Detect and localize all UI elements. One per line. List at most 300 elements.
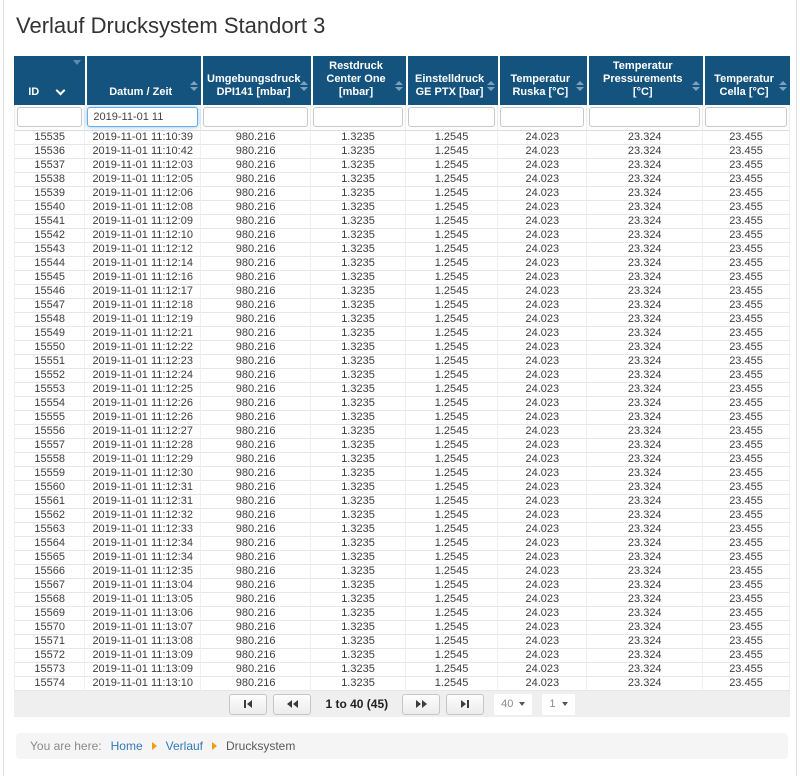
table-row[interactable] [14,355,790,369]
cell-restdruck_center_one: 1.3235 [311,285,406,299]
cell-temperatur_cella: 23.455 [703,159,790,173]
cell-restdruck_center_one: 1.3235 [311,467,406,481]
cell-datum_zeit: 2019-11-01 11:12:27 [85,425,201,439]
table-row[interactable] [14,257,790,271]
table-row[interactable] [14,299,790,313]
cell-einstelldruck_ge_ptx: 1.2545 [406,593,498,607]
breadcrumb-prefix: You are here: [30,739,102,753]
cell-temperatur_ruska: 24.023 [498,439,587,453]
cell-temperatur_cella: 23.455 [703,677,790,691]
cell-temperatur_ruska: 24.023 [498,369,587,383]
table-row[interactable] [14,383,790,397]
cell-temperatur_cella: 23.455 [703,327,790,341]
cell-temperatur_ruska: 24.023 [498,663,587,677]
cell-temperatur_cella: 23.455 [703,201,790,215]
cell-datum_zeit: 2019-11-01 11:10:42 [85,145,201,159]
cell-einstelldruck_ge_ptx: 1.2545 [406,537,498,551]
cell-umgebungsdruck_dpi141: 980.216 [201,215,311,229]
cell-restdruck_center_one: 1.3235 [311,131,406,145]
cell-datum_zeit: 2019-11-01 11:13:07 [85,621,201,635]
cell-restdruck_center_one: 1.3235 [311,635,406,649]
cell-einstelldruck_ge_ptx: 1.2545 [406,285,498,299]
cell-temperatur_pressurements: 23.324 [587,159,703,173]
cell-datum_zeit: 2019-11-01 11:12:23 [85,355,201,369]
table-row[interactable] [14,439,790,453]
cell-temperatur_ruska: 24.023 [498,495,587,509]
cell-temperatur_ruska: 24.023 [498,481,587,495]
cell-id: 15539 [14,187,85,201]
column-header-temperatur_cella[interactable] [703,56,790,105]
cell-umgebungsdruck_dpi141: 980.216 [201,467,311,481]
cell-temperatur_pressurements: 23.324 [587,383,703,397]
last-page-button[interactable] [446,694,484,715]
cell-temperatur_cella: 23.455 [703,467,790,481]
cell-temperatur_cella: 23.455 [703,439,790,453]
cell-temperatur_pressurements: 23.324 [587,271,703,285]
cell-id: 15543 [14,243,85,257]
cell-datum_zeit: 2019-11-01 11:12:12 [85,243,201,257]
cell-id: 15567 [14,579,85,593]
cell-restdruck_center_one: 1.3235 [311,355,406,369]
cell-einstelldruck_ge_ptx: 1.2545 [406,607,498,621]
cell-restdruck_center_one: 1.3235 [311,327,406,341]
cell-id: 15570 [14,621,85,635]
cell-id: 15553 [14,383,85,397]
cell-restdruck_center_one: 1.3235 [311,593,406,607]
cell-datum_zeit: 2019-11-01 11:12:35 [85,565,201,579]
next-page-button[interactable] [402,694,440,715]
table-row[interactable] [14,187,790,201]
table-row[interactable] [14,523,790,537]
cell-datum_zeit: 2019-11-01 11:13:05 [85,593,201,607]
cell-einstelldruck_ge_ptx: 1.2545 [406,467,498,481]
cell-id: 15571 [14,635,85,649]
table-row[interactable] [14,495,790,509]
column-header-datum_zeit[interactable] [85,56,201,105]
cell-temperatur_cella: 23.455 [703,481,790,495]
filter-input-temperatur_cella[interactable] [705,107,787,127]
cell-temperatur_pressurements: 23.324 [587,621,703,635]
cell-id: 15569 [14,607,85,621]
cell-datum_zeit: 2019-11-01 11:13:04 [85,579,201,593]
cell-temperatur_pressurements: 23.324 [587,593,703,607]
cell-einstelldruck_ge_ptx: 1.2545 [406,313,498,327]
cell-temperatur_pressurements: 23.324 [587,327,703,341]
cell-temperatur_ruska: 24.023 [498,537,587,551]
cell-datum_zeit: 2019-11-01 11:12:17 [85,285,201,299]
cell-temperatur_cella: 23.455 [703,425,790,439]
cell-id: 15549 [14,327,85,341]
cell-restdruck_center_one: 1.3235 [311,145,406,159]
breadcrumb-arrow-icon [152,742,157,750]
breadcrumb [16,733,788,759]
cell-restdruck_center_one: 1.3235 [311,495,406,509]
sort-icon [487,81,495,91]
cell-datum_zeit: 2019-11-01 11:12:34 [85,537,201,551]
cell-umgebungsdruck_dpi141: 980.216 [201,397,311,411]
cell-id: 15541 [14,215,85,229]
filter-input-restdruck_center_one[interactable] [313,107,403,127]
data-table [14,56,790,691]
cell-temperatur_pressurements: 23.324 [587,397,703,411]
cell-temperatur_ruska: 24.023 [498,257,587,271]
column-header-label: ID [28,86,40,98]
cell-temperatur_cella: 23.455 [703,551,790,565]
cell-restdruck_center_one: 1.3235 [311,299,406,313]
cell-restdruck_center_one: 1.3235 [311,649,406,663]
cell-temperatur_pressurements: 23.324 [587,411,703,425]
cell-id: 15560 [14,481,85,495]
cell-temperatur_ruska: 24.023 [498,509,587,523]
cell-umgebungsdruck_dpi141: 980.216 [201,635,311,649]
cell-umgebungsdruck_dpi141: 980.216 [201,579,311,593]
cell-datum_zeit: 2019-11-01 11:13:10 [85,677,201,691]
table-row[interactable] [14,453,790,467]
breadcrumb-link-verlauf[interactable]: Verlauf [165,739,203,753]
cell-einstelldruck_ge_ptx: 1.2545 [406,159,498,173]
table-row[interactable] [14,229,790,243]
column-header-label: Restdruck Center One [mbar] [326,60,386,98]
table-row[interactable] [14,537,790,551]
cell-temperatur_cella: 23.455 [703,649,790,663]
cell-temperatur_cella: 23.455 [703,271,790,285]
cell-datum_zeit: 2019-11-01 11:12:28 [85,439,201,453]
column-header-restdruck_center_one[interactable] [311,56,406,105]
cell-restdruck_center_one: 1.3235 [311,425,406,439]
cell-datum_zeit: 2019-11-01 11:12:09 [85,215,201,229]
cell-datum_zeit: 2019-11-01 11:12:33 [85,523,201,537]
cell-restdruck_center_one: 1.3235 [311,607,406,621]
cell-restdruck_center_one: 1.3235 [311,523,406,537]
column-header-label: Einstelldruck GE PTX [bar] [414,73,485,98]
cell-datum_zeit: 2019-11-01 11:12:03 [85,159,201,173]
table-row[interactable] [14,243,790,257]
cell-umgebungsdruck_dpi141: 980.216 [201,663,311,677]
cell-einstelldruck_ge_ptx: 1.2545 [406,411,498,425]
cell-temperatur_pressurements: 23.324 [587,509,703,523]
cell-id: 15562 [14,509,85,523]
cell-umgebungsdruck_dpi141: 980.216 [201,355,311,369]
cell-datum_zeit: 2019-11-01 11:12:18 [85,299,201,313]
table-row[interactable] [14,607,790,621]
cell-temperatur_ruska: 24.023 [498,327,587,341]
cell-umgebungsdruck_dpi141: 980.216 [201,173,311,187]
cell-temperatur_cella: 23.455 [703,411,790,425]
cell-temperatur_ruska: 24.023 [498,229,587,243]
cell-datum_zeit: 2019-11-01 11:13:09 [85,649,201,663]
cell-einstelldruck_ge_ptx: 1.2545 [406,551,498,565]
cell-temperatur_ruska: 24.023 [498,383,587,397]
table-row[interactable] [14,593,790,607]
table-row[interactable] [14,131,790,145]
cell-einstelldruck_ge_ptx: 1.2545 [406,523,498,537]
column-header-id[interactable] [14,56,85,105]
cell-temperatur_cella: 23.455 [703,299,790,313]
cell-temperatur_pressurements: 23.324 [587,313,703,327]
cell-temperatur_cella: 23.455 [703,565,790,579]
table-row[interactable] [14,467,790,481]
cell-temperatur_cella: 23.455 [703,187,790,201]
cell-datum_zeit: 2019-11-01 11:12:30 [85,467,201,481]
table-row[interactable] [14,285,790,299]
cell-einstelldruck_ge_ptx: 1.2545 [406,663,498,677]
filter-input-temperatur_ruska[interactable] [500,107,584,127]
column-header-einstelldruck_ge_ptx[interactable] [406,56,498,105]
cell-einstelldruck_ge_ptx: 1.2545 [406,355,498,369]
cell-temperatur_pressurements: 23.324 [587,425,703,439]
table-row[interactable] [14,481,790,495]
table-row[interactable] [14,145,790,159]
table-row[interactable] [14,621,790,635]
cell-temperatur_cella: 23.455 [703,145,790,159]
dropdown-caret-icon [562,702,568,706]
filter-input-id[interactable] [17,107,82,127]
table-header-row [14,56,790,105]
cell-datum_zeit: 2019-11-01 11:12:29 [85,453,201,467]
last-page-icon [461,700,466,708]
cell-restdruck_center_one: 1.3235 [311,271,406,285]
cell-temperatur_cella: 23.455 [703,593,790,607]
cell-umgebungsdruck_dpi141: 980.216 [201,621,311,635]
cell-temperatur_pressurements: 23.324 [587,677,703,691]
cell-restdruck_center_one: 1.3235 [311,159,406,173]
cell-temperatur_ruska: 24.023 [498,621,587,635]
cell-temperatur_pressurements: 23.324 [587,173,703,187]
table-row[interactable] [14,327,790,341]
cell-restdruck_center_one: 1.3235 [311,369,406,383]
cell-temperatur_ruska: 24.023 [498,299,587,313]
cell-temperatur_pressurements: 23.324 [587,551,703,565]
cell-umgebungsdruck_dpi141: 980.216 [201,243,311,257]
filter-input-umgebungsdruck_dpi141[interactable] [203,107,308,127]
table-row[interactable] [14,663,790,677]
table-row[interactable] [14,313,790,327]
table-row[interactable] [14,411,790,425]
column-header-label: Temperatur Cella [°C] [714,73,774,98]
cell-restdruck_center_one: 1.3235 [311,621,406,635]
cell-temperatur_cella: 23.455 [703,509,790,523]
cell-datum_zeit: 2019-11-01 11:12:31 [85,481,201,495]
cell-temperatur_ruska: 24.023 [498,243,587,257]
cell-id: 15538 [14,173,85,187]
table-row[interactable] [14,369,790,383]
column-header-temperatur_pressurements[interactable] [587,56,703,105]
table-row[interactable] [14,649,790,663]
previous-page-icon [287,700,292,708]
cell-restdruck_center_one: 1.3235 [311,313,406,327]
cell-temperatur_ruska: 24.023 [498,649,587,663]
cell-temperatur_cella: 23.455 [703,397,790,411]
cell-id: 15555 [14,411,85,425]
cell-umgebungsdruck_dpi141: 980.216 [201,383,311,397]
cell-umgebungsdruck_dpi141: 980.216 [201,285,311,299]
breadcrumb-link-home[interactable]: Home [110,739,143,753]
cell-id: 15552 [14,369,85,383]
cell-restdruck_center_one: 1.3235 [311,341,406,355]
cell-datum_zeit: 2019-11-01 11:12:10 [85,229,201,243]
cell-umgebungsdruck_dpi141: 980.216 [201,313,311,327]
cell-id: 15565 [14,551,85,565]
dropdown-caret-icon [519,702,525,706]
cell-temperatur_cella: 23.455 [703,453,790,467]
cell-temperatur_ruska: 24.023 [498,159,587,173]
cell-datum_zeit: 2019-11-01 11:12:21 [85,327,201,341]
cell-restdruck_center_one: 1.3235 [311,453,406,467]
cell-temperatur_ruska: 24.023 [498,355,587,369]
table-row[interactable] [14,565,790,579]
table-row[interactable] [14,173,790,187]
cell-temperatur_cella: 23.455 [703,523,790,537]
cell-temperatur_ruska: 24.023 [498,215,587,229]
cell-restdruck_center_one: 1.3235 [311,579,406,593]
page-size-select[interactable] [494,694,532,715]
cell-temperatur_cella: 23.455 [703,495,790,509]
cell-id: 15546 [14,285,85,299]
cell-datum_zeit: 2019-11-01 11:12:32 [85,509,201,523]
cell-datum_zeit: 2019-11-01 11:12:14 [85,257,201,271]
sort-desc-icon [56,86,66,96]
cell-einstelldruck_ge_ptx: 1.2545 [406,229,498,243]
table-row[interactable] [14,341,790,355]
table-row[interactable] [14,201,790,215]
cell-einstelldruck_ge_ptx: 1.2545 [406,369,498,383]
cell-id: 15573 [14,663,85,677]
cell-temperatur_pressurements: 23.324 [587,579,703,593]
previous-page-button[interactable] [273,694,311,715]
cell-datum_zeit: 2019-11-01 11:12:26 [85,411,201,425]
table-row[interactable] [14,635,790,649]
table-row[interactable] [14,579,790,593]
cell-restdruck_center_one: 1.3235 [311,173,406,187]
cell-temperatur_pressurements: 23.324 [587,565,703,579]
cell-einstelldruck_ge_ptx: 1.2545 [406,327,498,341]
table-row[interactable] [14,215,790,229]
content-frame [3,0,797,776]
cell-umgebungsdruck_dpi141: 980.216 [201,327,311,341]
column-header-temperatur_ruska[interactable] [498,56,587,105]
cell-temperatur_pressurements: 23.324 [587,285,703,299]
breadcrumb-arrow-icon [212,742,217,750]
cell-datum_zeit: 2019-11-01 11:12:06 [85,187,201,201]
cell-id: 15561 [14,495,85,509]
cell-einstelldruck_ge_ptx: 1.2545 [406,481,498,495]
cell-umgebungsdruck_dpi141: 980.216 [201,607,311,621]
cell-einstelldruck_ge_ptx: 1.2545 [406,579,498,593]
cell-temperatur_pressurements: 23.324 [587,649,703,663]
filter-input-temperatur_pressurements[interactable] [589,107,700,127]
filter-input-datum_zeit[interactable] [87,107,198,127]
cell-temperatur_ruska: 24.023 [498,635,587,649]
cell-id: 15564 [14,537,85,551]
cell-einstelldruck_ge_ptx: 1.2545 [406,257,498,271]
table-row[interactable] [14,551,790,565]
cell-datum_zeit: 2019-11-01 11:12:05 [85,173,201,187]
sort-icon [300,81,308,91]
cell-restdruck_center_one: 1.3235 [311,509,406,523]
cell-datum_zeit: 2019-11-01 11:12:16 [85,271,201,285]
first-page-button[interactable] [229,694,267,715]
cell-temperatur_ruska: 24.023 [498,677,587,691]
cell-temperatur_cella: 23.455 [703,663,790,677]
cell-restdruck_center_one: 1.3235 [311,481,406,495]
cell-umgebungsdruck_dpi141: 980.216 [201,271,311,285]
table-filter-row [14,105,790,131]
cell-temperatur_ruska: 24.023 [498,173,587,187]
cell-id: 15548 [14,313,85,327]
column-menu-caret-icon[interactable] [73,60,81,65]
cell-temperatur_ruska: 24.023 [498,341,587,355]
first-page-icon [244,700,246,708]
cell-umgebungsdruck_dpi141: 980.216 [201,509,311,523]
table-row[interactable] [14,271,790,285]
cell-temperatur_pressurements: 23.324 [587,495,703,509]
cell-umgebungsdruck_dpi141: 980.216 [201,159,311,173]
cell-datum_zeit: 2019-11-01 11:12:22 [85,341,201,355]
cell-temperatur_pressurements: 23.324 [587,663,703,677]
cell-einstelldruck_ge_ptx: 1.2545 [406,635,498,649]
cell-temperatur_pressurements: 23.324 [587,439,703,453]
cell-datum_zeit: 2019-11-01 11:10:39 [85,131,201,145]
cell-temperatur_ruska: 24.023 [498,271,587,285]
cell-temperatur_pressurements: 23.324 [587,369,703,383]
cell-umgebungsdruck_dpi141: 980.216 [201,551,311,565]
cell-umgebungsdruck_dpi141: 980.216 [201,481,311,495]
cell-temperatur_pressurements: 23.324 [587,453,703,467]
cell-umgebungsdruck_dpi141: 980.216 [201,425,311,439]
cell-einstelldruck_ge_ptx: 1.2545 [406,383,498,397]
cell-restdruck_center_one: 1.3235 [311,397,406,411]
cell-restdruck_center_one: 1.3235 [311,551,406,565]
next-page-icon [416,700,421,708]
cell-datum_zeit: 2019-11-01 11:12:08 [85,201,201,215]
cell-restdruck_center_one: 1.3235 [311,439,406,453]
table-row[interactable] [14,677,790,691]
cell-temperatur_pressurements: 23.324 [587,131,703,145]
cell-umgebungsdruck_dpi141: 980.216 [201,187,311,201]
cell-temperatur_cella: 23.455 [703,579,790,593]
cell-temperatur_ruska: 24.023 [498,453,587,467]
cell-einstelldruck_ge_ptx: 1.2545 [406,341,498,355]
cell-einstelldruck_ge_ptx: 1.2545 [406,439,498,453]
cell-temperatur_pressurements: 23.324 [587,341,703,355]
cell-restdruck_center_one: 1.3235 [311,229,406,243]
cell-restdruck_center_one: 1.3235 [311,565,406,579]
cell-restdruck_center_one: 1.3235 [311,243,406,257]
cell-temperatur_cella: 23.455 [703,341,790,355]
page-number-select[interactable] [542,694,574,715]
sort-icon [190,81,198,91]
filter-input-einstelldruck_ge_ptx[interactable] [408,107,495,127]
table-row[interactable] [14,397,790,411]
cell-temperatur_ruska: 24.023 [498,145,587,159]
cell-temperatur_cella: 23.455 [703,229,790,243]
cell-temperatur_cella: 23.455 [703,369,790,383]
column-header-umgebungsdruck_dpi141[interactable] [201,56,311,105]
page-title: Verlauf Drucksystem Standort 3 [16,13,326,38]
cell-einstelldruck_ge_ptx: 1.2545 [406,621,498,635]
cell-datum_zeit: 2019-11-01 11:12:31 [85,495,201,509]
table-row[interactable] [14,509,790,523]
pagination-bar [14,691,790,717]
table-row[interactable] [14,425,790,439]
cell-einstelldruck_ge_ptx: 1.2545 [406,145,498,159]
table-row[interactable] [14,159,790,173]
cell-temperatur_ruska: 24.023 [498,285,587,299]
cell-einstelldruck_ge_ptx: 1.2545 [406,299,498,313]
cell-temperatur_cella: 23.455 [703,215,790,229]
sort-icon [779,81,787,91]
cell-id: 15537 [14,159,85,173]
